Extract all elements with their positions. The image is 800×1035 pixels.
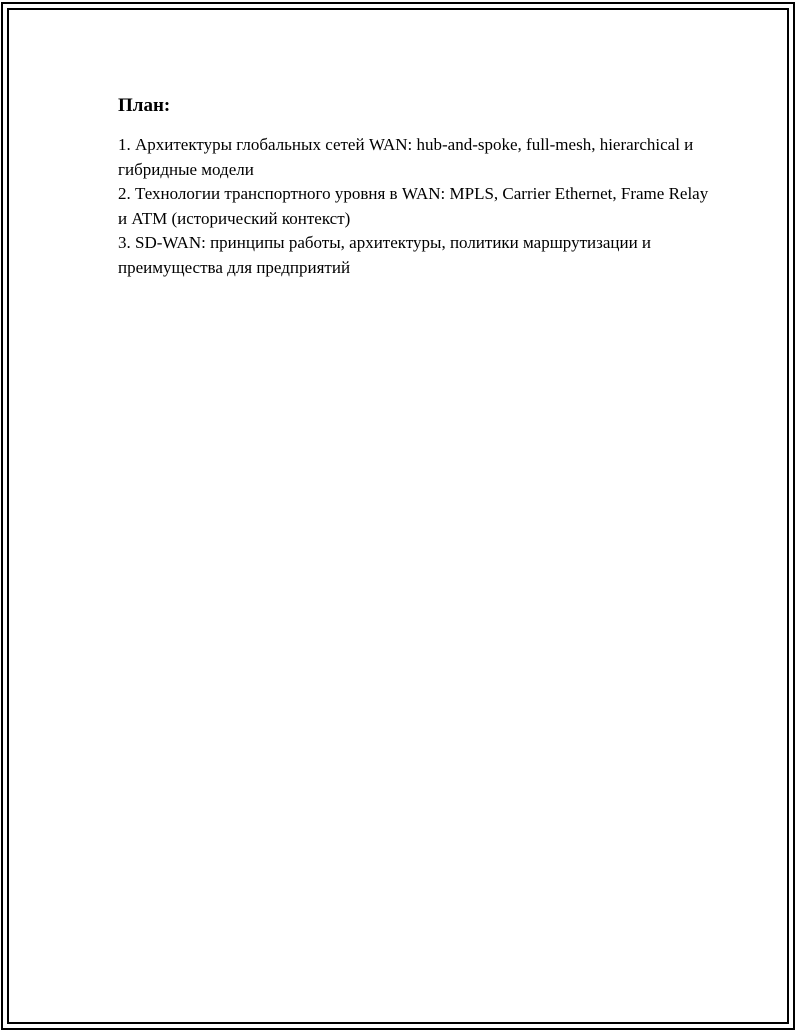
plan-item-2: 2. Технологии транспортного уровня в WAN: MPLS, Carrier Ethernet, Frame Relay и ATM (исторический контекст): [118, 184, 709, 228]
plan-heading: План:: [118, 95, 171, 116]
document-body: [118, 94, 718, 280]
plan-item-1: 1. Архитектуры глобальных сетей WAN: hub-and-spoke, full-mesh, hierarchical и гибридные модели: [118, 135, 694, 179]
plan-list: [118, 133, 718, 280]
plan-item-3: 3. SD-WAN: принципы работы, архитектуры, политики маршрутизации и преимущества для предприятий: [118, 233, 652, 277]
